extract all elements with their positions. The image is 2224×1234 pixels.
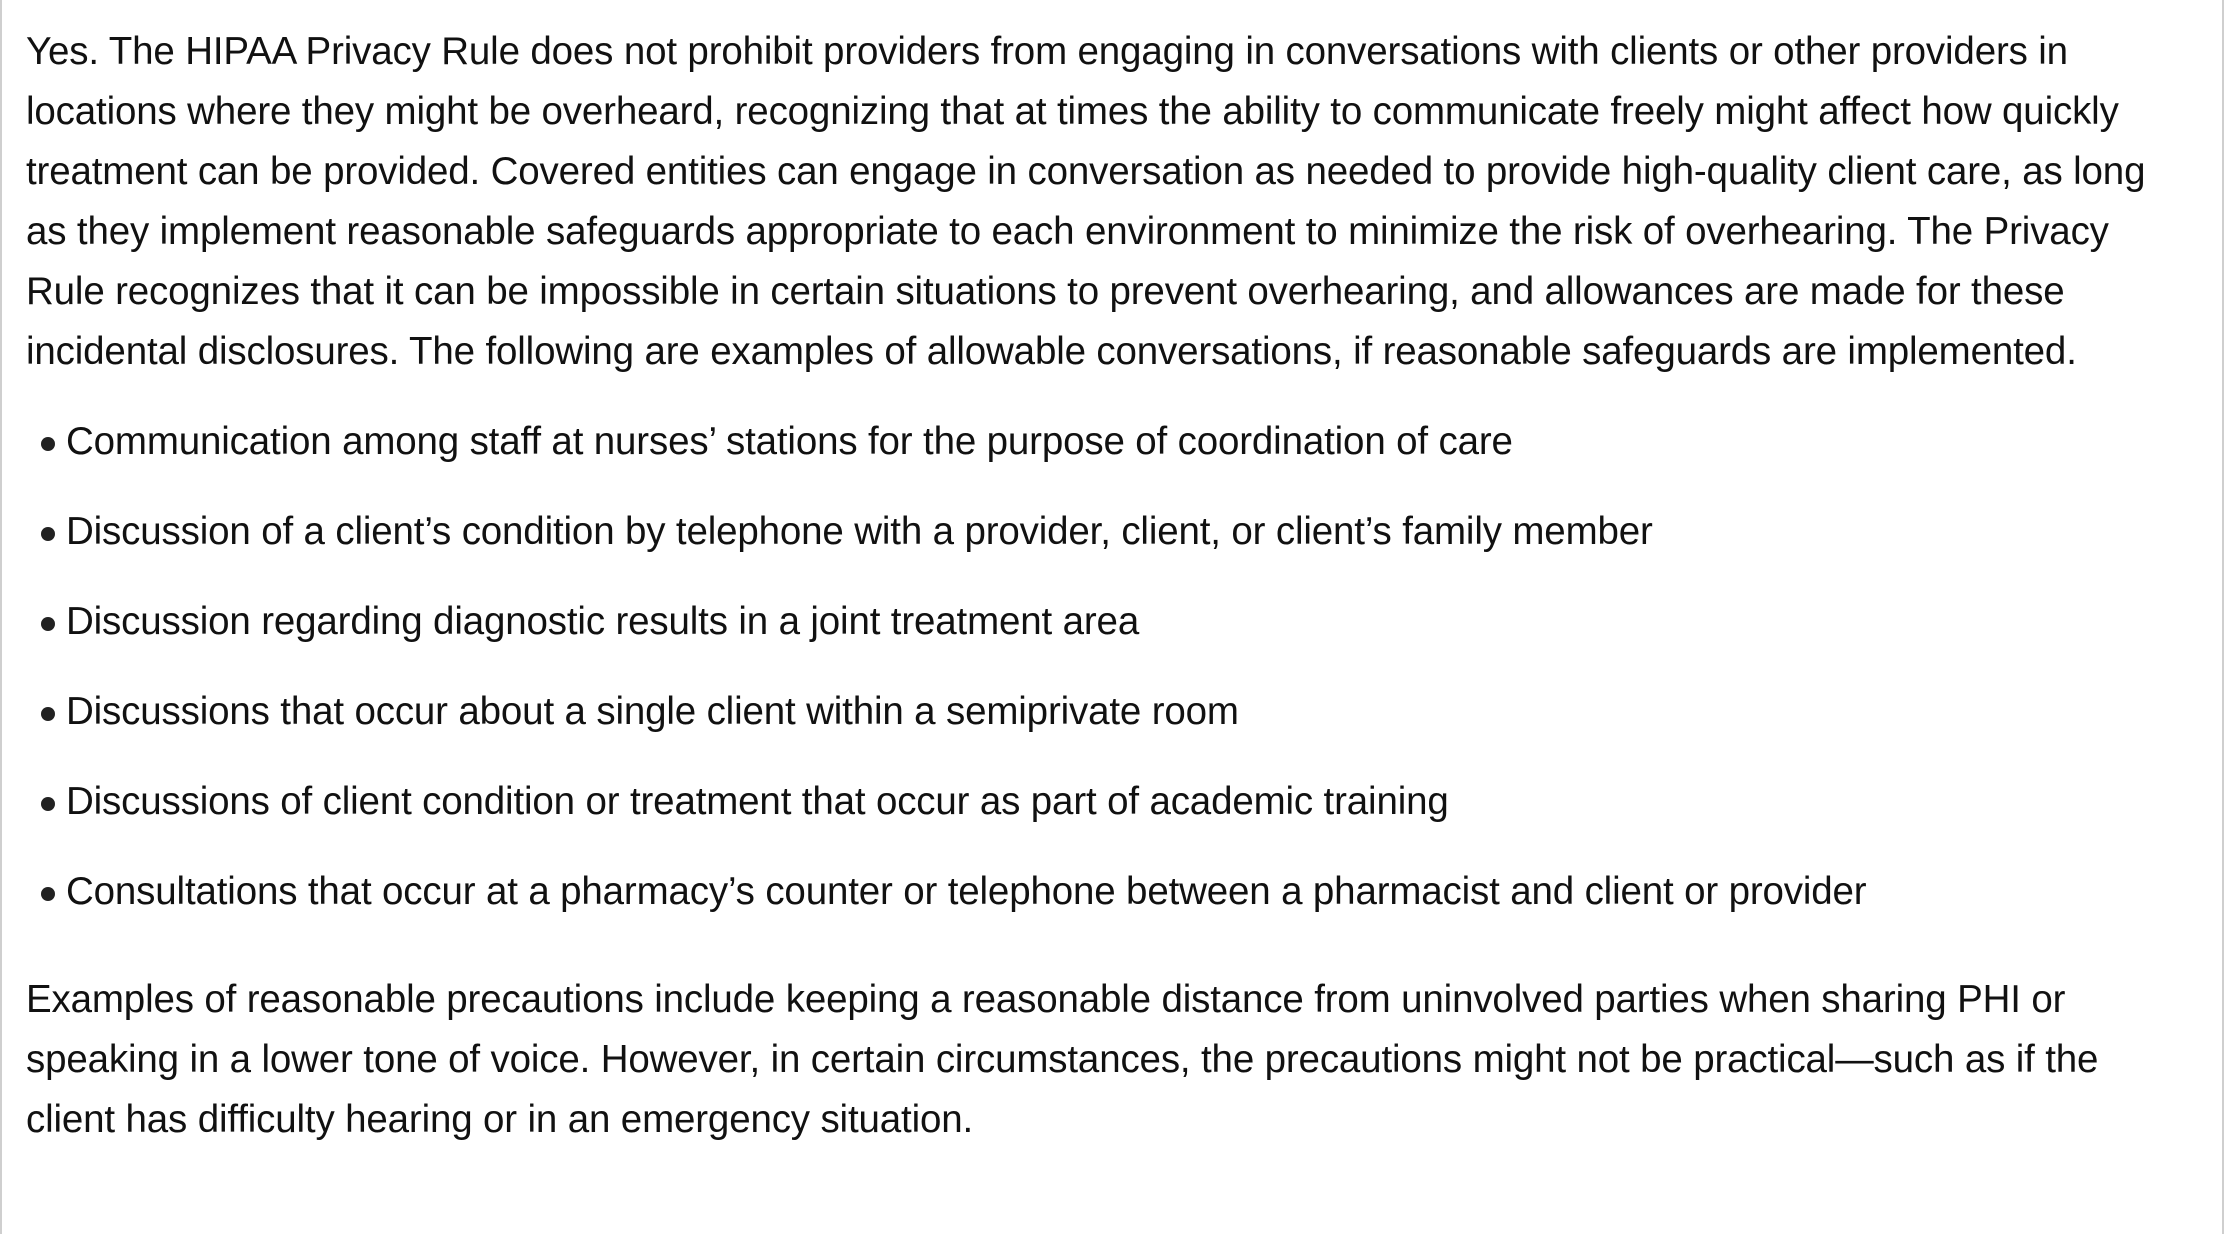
list-item — [26, 862, 2176, 922]
list-item-text: Discussion of a client’s condition by telephone with a provider, client, or client’s family member — [66, 510, 1653, 553]
examples-list — [26, 412, 2176, 922]
bullet-icon — [41, 707, 55, 721]
list-item — [26, 592, 2176, 652]
list-item — [26, 412, 2176, 472]
list-item-text: Discussions that occur about a single client within a semiprivate room — [66, 690, 1239, 733]
list-item-text: Consultations that occur at a pharmacy’s counter or telephone between a pharmacist and client or provider — [66, 870, 1867, 913]
examples-section — [26, 412, 2176, 922]
list-item-text: Communication among staff at nurses’ stations for the purpose of coordination of care — [66, 420, 1513, 463]
list-item-text: Discussions of client condition or treatment that occur as part of academic training — [66, 780, 1449, 823]
bullet-icon — [41, 797, 55, 811]
closing-paragraph: Examples of reasonable precautions include keeping a reasonable distance from uninvolved parties when sharing PHI or speaking in a lower tone of voice. However, in certain circumstances, the precautions might not be practical—such as if the client has difficulty hearing or in an emergency situation. — [26, 978, 2099, 1141]
list-item-text: Discussion regarding diagnostic results in a joint treatment area — [66, 600, 1140, 643]
intro-paragraph: Yes. The HIPAA Privacy Rule does not prohibit providers from engaging in conversations with clients or other providers in locations where they might be overheard, recognizing that at times the ability to communicate freely might affect how quickly treatment can be provided. Covered entities can engage in conversation as needed to provide high-quality client care, as long as they implement reasonable safeguards appropriate to each environment to minimize the risk of overhearing. The Privacy Rule recognizes that it can be impossible in certain situations to prevent overhearing, and allowances are made for these incidental disclosures. The following are examples of allowable conversations, if reasonable safeguards are implemented. — [26, 30, 2146, 373]
list-item — [26, 772, 2176, 832]
list-item — [26, 502, 2176, 562]
bullet-icon — [41, 527, 55, 541]
list-item — [26, 682, 2176, 742]
bullet-icon — [41, 617, 55, 631]
bullet-icon — [41, 437, 55, 451]
bullet-icon — [41, 887, 55, 901]
document-content — [26, 22, 2176, 1150]
